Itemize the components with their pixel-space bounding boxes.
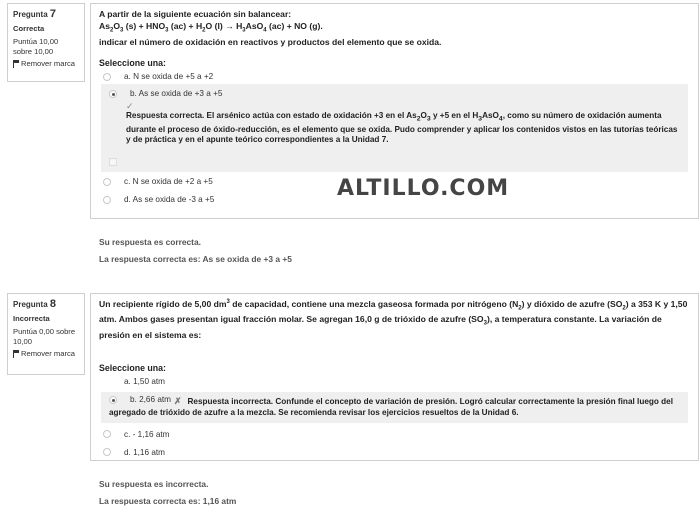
outcome-7 [99,234,292,268]
select-prompt: Seleccione una: [99,363,166,374]
radio-button[interactable] [103,196,111,204]
right-answer-text: La respuesta correcta es: 1,16 atm [99,495,237,506]
remove-flag-label: Remover marca [21,59,76,69]
question-number [13,298,79,312]
check-icon: ✓ [126,101,134,112]
remove-flag-button[interactable] [13,349,79,358]
watermark: ALTILLO.COM [337,176,510,201]
question-state: Incorrecta [13,313,50,323]
feedback-block [107,394,682,418]
feedback-placeholder [109,158,117,166]
answer-option-a[interactable] [103,374,690,389]
remove-flag-button[interactable] [13,59,79,68]
question-grade: Puntúa 10,00 sobre 10,00 [13,37,59,56]
question-number-value: 8 [49,298,57,310]
question-number-value: 7 [49,8,57,20]
question-content-8 [90,293,699,461]
answer-option-c[interactable] [103,427,690,442]
option-label: a. N se oxida de +5 a +2 [124,72,214,82]
option-label: c. - 1,16 atm [124,429,170,439]
outcome-text: Su respuesta es incorrecta. [99,479,209,489]
chemical-equation: $As_2O_3$ $(s) + HNO_3$ $(ac) + H_2O$ $(l) \to H_3AsO_4$ (ac) + NO (g). [99,21,323,35]
question-text [99,8,690,48]
option-label: d. 1,16 atm [124,447,165,457]
answer-option-d[interactable] [103,445,690,460]
feedback-text: Respuesta correcta. El arsénico actúa con estado de oxidación +3 en el $As_2O_3$ y +5 en el $H_3AsO_4$, como su número de oxidación aumenta durante el proceso de óxido-reducción, es el elemento que se oxida. Pudo comprender y aplicar los contenidos vistos en las tutorías teóricas y de práctica y en el apunte teórico correspondientes a la Unidad 7. [126,111,678,145]
radio-button[interactable] [103,73,111,81]
feedback-text: Respuesta incorrecta. Confunde el concepto de variación de presión. Logró calcular correctamente la presión final luego del agregado de trióxido de azufre a la mezcla. Se recomienda revisar los ejercicios resueltos de la Unidad 6. [109,397,673,417]
question-info-7 [7,3,85,82]
answer-option-b[interactable] [109,394,171,406]
radio-button[interactable] [103,378,111,386]
outcome-8 [99,476,236,510]
remove-flag-label: Remover marca [21,349,76,359]
option-label: d. As se oxida de -3 a +5 [124,195,215,205]
cross-icon: ✗ [173,396,182,407]
question-line: indicar el número de oxidación en reactivos y productos del elemento que se oxida. [99,36,442,47]
answer-option-b[interactable] [109,86,682,101]
radio-button-selected[interactable] [109,90,117,98]
option-label: c. N se oxida de +2 a +5 [124,177,213,187]
flag-icon [13,350,19,358]
question-grade: Puntúa 0,00 sobre 10,00 [13,327,76,346]
option-label: a. 1,50 atm [124,377,165,387]
selected-answer-feedback [101,392,688,422]
select-prompt: Seleccione una: [99,58,166,69]
option-label: b. As se oxida de +3 a +5 [130,89,223,99]
question-number [13,8,79,22]
question-line: A partir de la siguiente ecuación sin balancear: [99,9,292,19]
question-info-8 [7,293,85,375]
right-answer-text: La respuesta correcta es: As se oxida de +3 a +5 [99,253,292,264]
question-state: Correcta [13,23,45,33]
radio-button[interactable] [103,430,111,438]
radio-button-selected[interactable] [109,396,117,404]
flag-icon [13,60,19,68]
answer-option-a[interactable] [103,69,690,84]
question-text: Un recipiente rígido de 5,00 $dm^3$ de capacidad, contiene una mezcla gaseosa formada por nitrógeno $(N_2)$ y dióxido de azufre $(SO_2)$ a 353 K y 1,50 atm. Ambos gases presentan igual fracción molar. Se agregan 16,0 g de trióxido de azufre $(SO_3)$, a temperatura constante. La variación de presión en el sistema es: [99,299,688,340]
outcome-text: Su respuesta es correcta. [99,237,201,247]
radio-button[interactable] [103,178,111,186]
question-label: Pregunta [13,10,48,19]
option-label: b. 2,66 atm [130,394,171,404]
radio-button[interactable] [103,448,111,456]
selected-answer-feedback [101,84,688,172]
question-label: Pregunta [13,300,48,309]
